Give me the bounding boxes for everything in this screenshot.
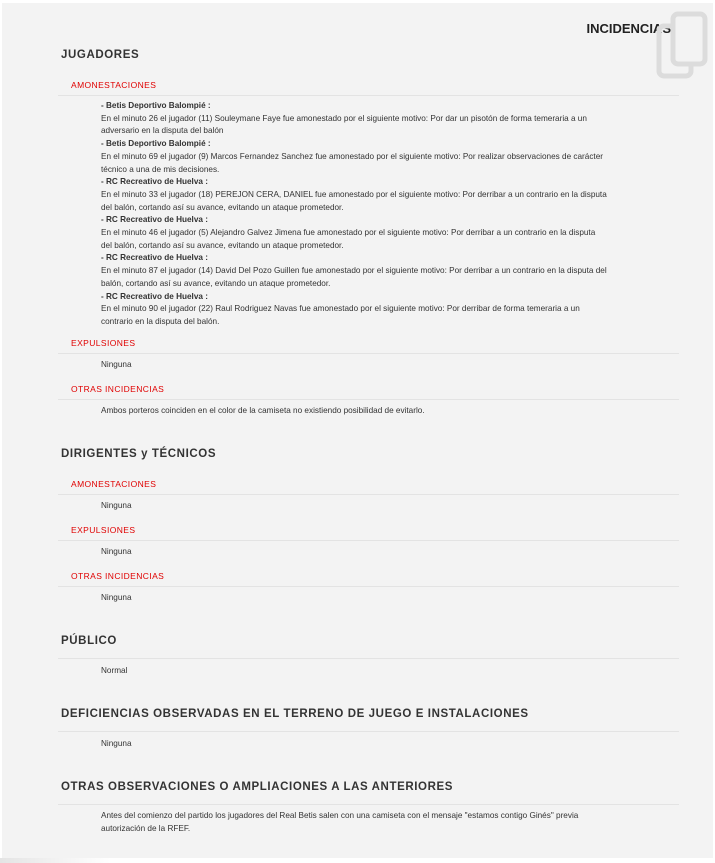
amonestaciones-text: Ninguna [101,501,132,510]
divider [58,494,679,495]
amonestacion-text: contrario en la disputa del balón. [101,316,220,326]
section-title-deficiencias: DEFICIENCIAS OBSERVADAS EN EL TERRENO DE JUEGO E INSTALACIONES [61,708,529,720]
amonestacion-text: del balón, cortando así su avance, evitando un ataque prometedor. [101,240,344,250]
observacion-line: Antes del comienzo del partido los jugadores del Real Betis salen con una camiseta con el mensaje "estamos contigo Ginés" previa [101,811,579,820]
otras-incidencias-text: Ninguna [101,593,132,602]
amonestaciones-list [101,100,641,329]
team-name: - RC Recreativo de Huelva : [101,291,208,301]
subsection-otras-incidencias-dirigentes: OTRAS INCIDENCIAS [71,571,165,581]
bottom-shadow [0,858,110,863]
otras-observaciones-text [101,810,641,835]
page-title: INCIDENCIAS [586,21,671,36]
section-title-dirigentes: DIRIGENTES y TÉCNICOS [61,448,217,460]
subsection-expulsiones-jugadores: EXPULSIONES [71,338,136,348]
amonestacion-text: En el minuto 69 el jugador (9) Marcos Fernandez Sanchez fue amonestado por el siguiente motivo: Por realizar observaciones de carácter [101,151,603,161]
section-title-otras-observaciones: OTRAS OBSERVACIONES O AMPLIACIONES A LAS ANTERIORES [61,781,454,793]
amonestacion-text: En el minuto 90 el jugador (22) Raul Rodriguez Navas fue amonestado por el siguiente motivo: Por derribar de forma temeraria a un [101,304,580,314]
divider [58,95,679,96]
subsection-amonestaciones-jugadores: AMONESTACIONES [71,80,157,90]
subsection-amonestaciones-dirigentes: AMONESTACIONES [71,479,157,489]
section-title-publico: PÚBLICO [61,635,117,647]
divider [58,658,679,659]
expulsiones-text: Ninguna [101,360,132,369]
subsection-expulsiones-dirigentes: EXPULSIONES [71,525,136,535]
divider [58,804,679,805]
otras-incidencias-text: Ambos porteros coinciden en el color de la camiseta no existiendo posibilidad de evitarlo. [101,406,425,415]
divider [58,540,679,541]
amonestacion-text: En el minuto 33 el jugador (18) PEREJON CERA, DANIEL fue amonestado por el siguiente motivo: Por derribar a un contrario en la disputa [101,189,607,199]
amonestacion-text: balón, cortando así su avance, evitando un ataque prometedor. [101,278,331,288]
publico-text: Normal [101,666,128,675]
deficiencias-text: Ninguna [101,739,132,748]
team-name: - RC Recreativo de Huelva : [101,177,208,187]
team-name: - Betis Deportivo Balompié : [101,139,211,149]
team-name: - RC Recreativo de Huelva : [101,215,208,225]
section-title-jugadores: JUGADORES [61,49,140,61]
team-name: - RC Recreativo de Huelva : [101,253,208,263]
observacion-line: autorización de la RFEF. [101,823,191,833]
copy-icon[interactable] [655,10,711,80]
amonestacion-text: En el minuto 26 el jugador (11) Souleymane Faye fue amonestado por el siguiente motivo: Por dar un pisotón de forma temeraria a un [101,113,587,123]
amonestacion-text: del balón, cortando así su avance, evitando un ataque prometedor. [101,202,344,212]
subsection-otras-incidencias-jugadores: OTRAS INCIDENCIAS [71,384,165,394]
amonestacion-text: En el minuto 46 el jugador (5) Alejandro Galvez Jimena fue amonestado por el siguiente motivo: Por derribar a un contrario en la disputa [101,228,596,238]
amonestacion-text: técnico a una de mis decisiones. [101,164,220,174]
amonestacion-text: adversario en la disputa del balón [101,126,224,136]
divider [58,731,679,732]
divider [58,586,679,587]
divider [58,353,679,354]
divider [58,399,679,400]
incidencias-panel [2,3,713,858]
amonestacion-text: En el minuto 87 el jugador (14) David Del Pozo Guillen fue amonestado por el siguiente motivo: Por derribar a un contrario en la disputa del [101,266,607,276]
team-name: - Betis Deportivo Balompié : [101,101,211,110]
expulsiones-text: Ninguna [101,547,132,556]
